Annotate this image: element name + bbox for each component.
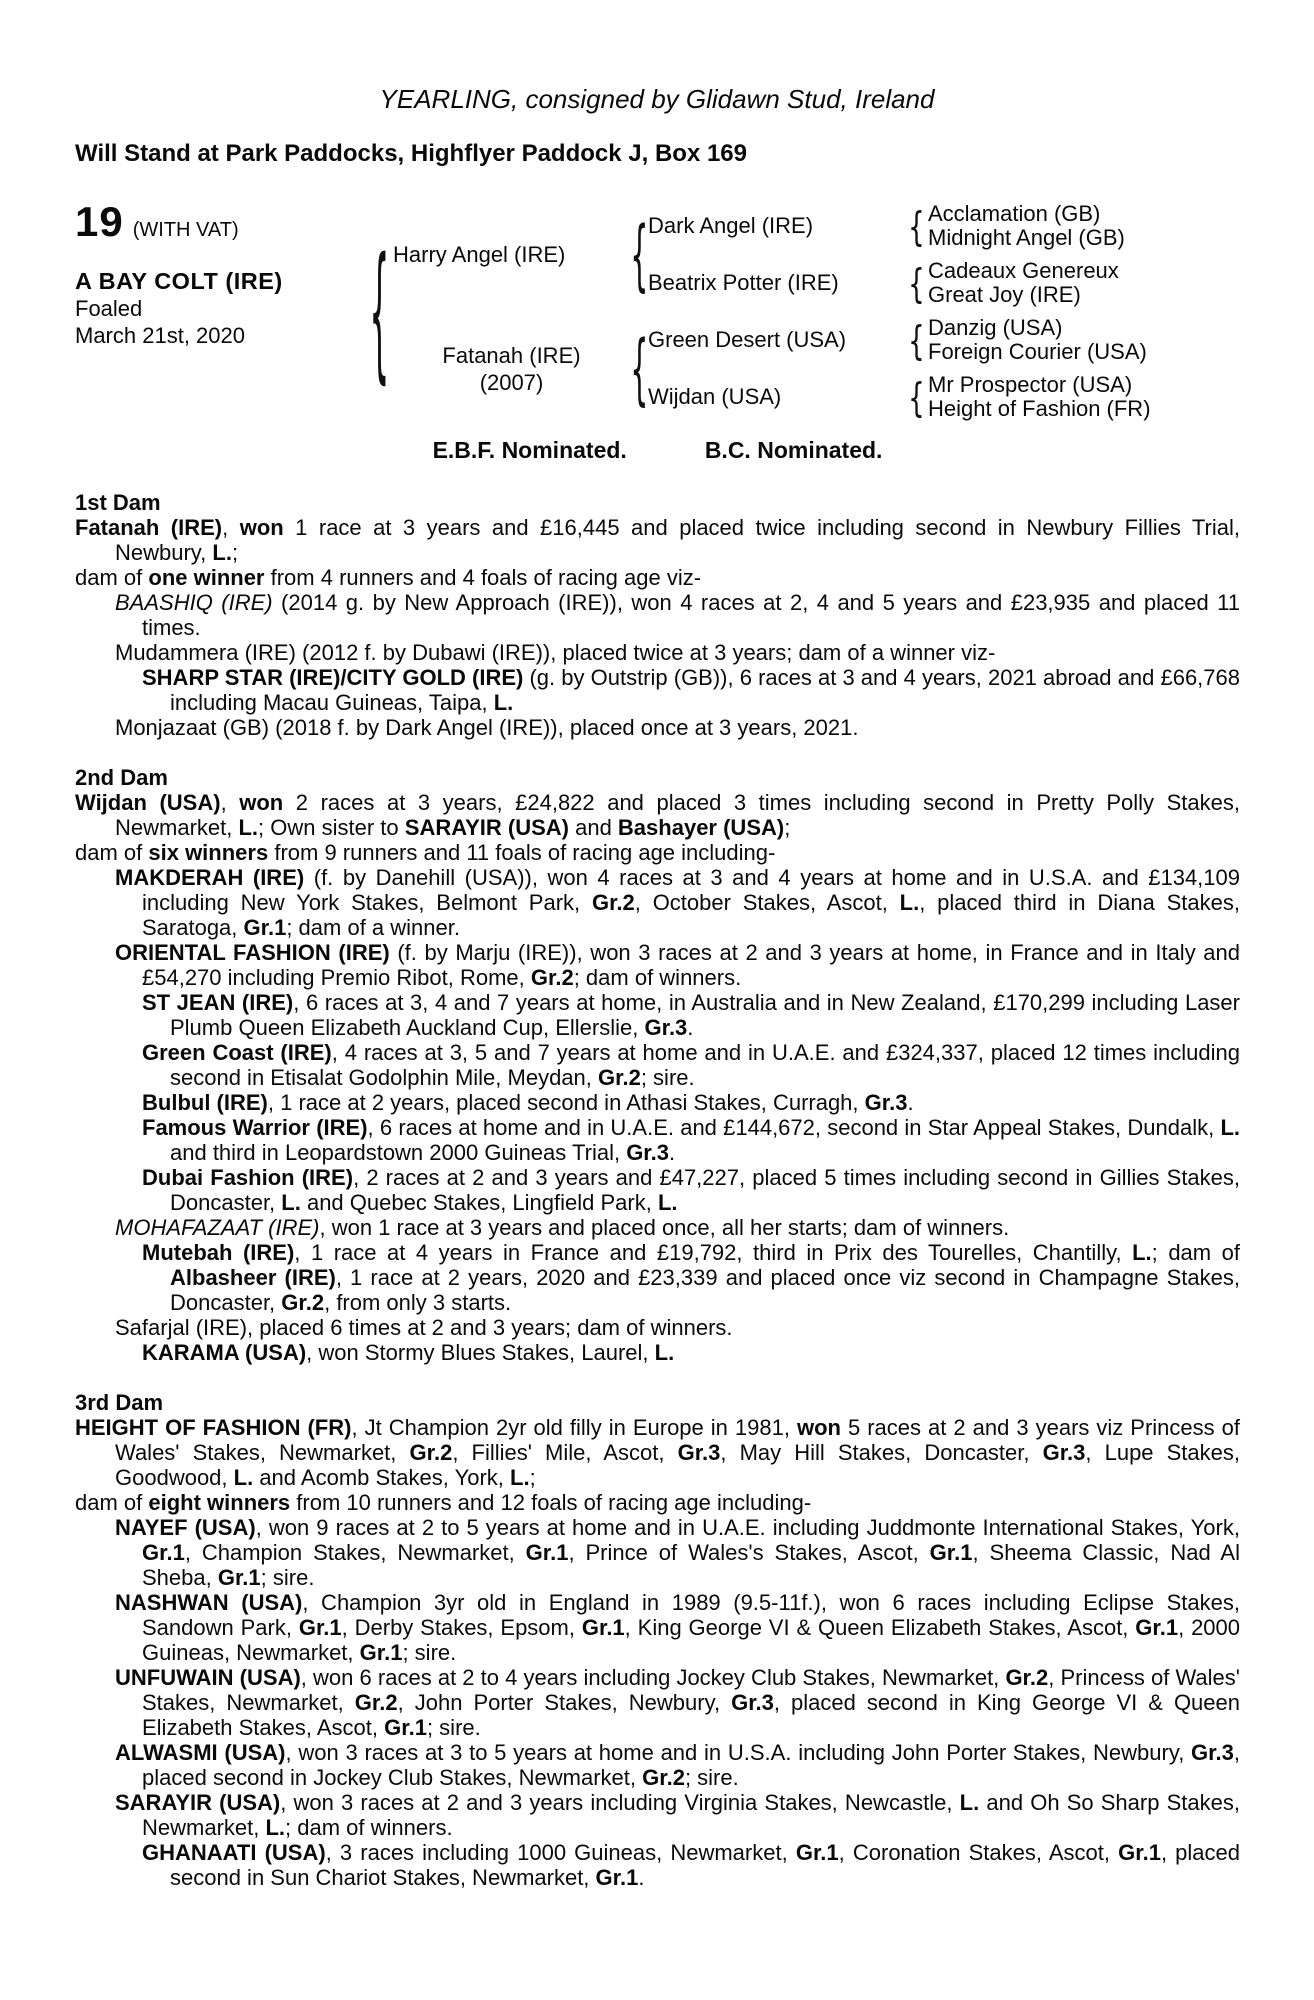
pedigree-paragraph: BAASHIQ (IRE) (2014 g. by New Approach (IRE)), won 4 races at 2, 4 and 5 years and £23,935 and placed 11 times. (115, 590, 1240, 640)
dam-sections (75, 490, 1240, 1890)
lot-block (75, 198, 365, 421)
pedigree-brace-main (365, 202, 393, 421)
bc-nomination: B.C. Nominated. (704, 437, 883, 463)
granddam-maternal: Wijdan (USA) (648, 384, 782, 409)
pedigree-paragraph: Safarjal (IRE), placed 6 times at 2 and 3 years; dam of winners. (115, 1315, 733, 1340)
consignor-title: YEARLING, consigned by Glidawn Stud, Ireland (379, 84, 935, 114)
pedigree-paragraph: Dubai Fashion (IRE), 2 races at 2 and 3 years and £47,227, placed 5 times including second in Gillies Stakes, Doncaster, L. and Quebec Stakes, Lingfield Park, L. (142, 1165, 1241, 1215)
great-grandparent: Danzig (USA) (928, 315, 1063, 340)
pedigree-paragraph: ST JEAN (IRE), 6 races at 3, 4 and 7 years at home, in Australia and in New Zealand, £170,299 including Laser Plumb Queen Elizabeth Auckland Cup, Ellerslie, Gr.3. (142, 990, 1240, 1040)
great-grandparent: Midnight Angel (GB) (928, 225, 1125, 250)
dam-name: Fatanah (IRE) (442, 342, 581, 368)
pedigree-table (75, 198, 1240, 421)
lot-number: 19 (75, 198, 124, 245)
foaled-date: March 21st, 2020 (75, 323, 245, 348)
great-grandparent: Cadeaux Genereux (928, 258, 1119, 283)
great-grandparent: Foreign Courier (USA) (928, 339, 1147, 364)
dam-section-heading: 2nd Dam (75, 765, 168, 790)
sire-name: Harry Angel (IRE) (393, 241, 566, 267)
pedigree-paragraph: UNFUWAIN (USA), won 6 races at 2 to 4 years including Jockey Club Stakes, Newmarket, Gr.2, Princess of Wales' Stakes, Newmarket, Gr.2, John Porter Stakes, Newbury, Gr.3, placed second in King George VI & Queen Elizabeth Stakes, Ascot, Gr.1; sire. (115, 1665, 1241, 1740)
pedigree-paragraph: Mudammera (IRE) (2012 f. by Dubawi (IRE)), placed twice at 3 years; dam of a winner viz- (115, 640, 996, 665)
pedigree-paragraph: Monjazaat (GB) (2018 f. by Dark Angel (IRE)), placed once at 3 years, 2021. (115, 715, 859, 740)
great-grandparent: Acclamation (GB) (928, 201, 1101, 226)
great-grandparent: Mr Prospector (USA) (928, 372, 1133, 397)
pedigree-paragraph: KARAMA (USA), won Stormy Blues Stakes, Laurel, L. (142, 1340, 675, 1365)
grandsire-maternal: Green Desert (USA) (648, 327, 847, 352)
pedigree-paragraph: Mutebah (IRE), 1 race at 4 years in France and £19,792, third in Prix des Tourelles, Chantilly, L.; dam of Albasheer (IRE), 1 race at 2 years, 2020 and £23,339 and placed once viz second in Champagne Stakes, Doncaster, Gr.2, from only 3 starts. (142, 1240, 1240, 1315)
pedigree-paragraph: MAKDERAH (IRE) (f. by Danehill (USA)), won 4 races at 3 and 4 years at home and in U.S.A. and £134,109 including New York Stakes, Belmont Park, Gr.2, October Stakes, Ascot, L., placed third in Diana Stakes, Saratoga, Gr.1; dam of a winner. (115, 865, 1241, 940)
pedigree-brace-dam (630, 316, 648, 421)
pedigree-paragraph: dam of one winner from 4 runners and 4 foals of racing age viz- (75, 565, 702, 590)
pedigree-paragraph: dam of six winners from 9 runners and 11 foals of racing age including- (75, 840, 776, 865)
pedigree-paragraph: MOHAFAZAAT (IRE), won 1 race at 3 years and placed once, all her starts; dam of winners. (115, 1215, 1010, 1240)
pedigree-brace-sire (630, 202, 648, 307)
pedigree-brace-gp2 (904, 259, 928, 307)
stand-location-line: Will Stand at Park Paddocks, Highflyer Paddock J, Box 169 (75, 140, 747, 167)
dam-section-heading: 3rd Dam (75, 1390, 164, 1415)
pedigree-paragraph: Green Coast (IRE), 4 races at 3, 5 and 7 years at home and in U.A.E. and £324,337, placed 12 times including second in Etisalat Godolphin Mile, Meydan, Gr.2; sire. (142, 1040, 1240, 1090)
pedigree-paragraph: ORIENTAL FASHION (IRE) (f. by Marju (IRE)), won 3 races at 2 and 3 years at home, in France and in Italy and £54,270 including Premio Ribot, Rome, Gr.2; dam of winners. (115, 940, 1240, 990)
pedigree-paragraph: GHANAATI (USA), 3 races including 1000 Guineas, Newmarket, Gr.1, Coronation Stakes, Ascot, Gr.1, placed second in Sun Chariot Stakes, Newmarket, Gr.1. (142, 1840, 1240, 1890)
pedigree-paragraph: SARAYIR (USA), won 3 races at 2 and 3 years including Virginia Stakes, Newcastle, L. and Oh So Sharp Stakes, Newmarket, L.; dam of winners. (115, 1790, 1240, 1840)
pedigree-paragraph: ALWASMI (USA), won 3 races at 3 to 5 years at home and in U.S.A. including John Porter Stakes, Newbury, Gr.3, placed second in Jockey Club Stakes, Newmarket, Gr.2; sire. (115, 1740, 1240, 1790)
ebf-nomination: E.B.F. Nominated. (432, 437, 627, 463)
dam-year: (2007) (479, 369, 544, 395)
horse-description: A BAY COLT (IRE) (75, 268, 283, 294)
dam-section-heading: 1st Dam (75, 490, 161, 515)
pedigree-paragraph: NASHWAN (USA), Champion 3yr old in England in 1989 (9.5-11f.), won 6 races including Eclipse Stakes, Sandown Park, Gr.1, Derby Stakes, Epsom, Gr.1, King George VI & Queen Elizabeth Stakes, Ascot, Gr.1, 2000 Guineas, Newmarket, Gr.1; sire. (115, 1590, 1241, 1665)
pedigree-paragraph: SHARP STAR (IRE)/CITY GOLD (IRE) (g. by Outstrip (GB)), 6 races at 3 and 4 years, 2021 abroad and £66,768 including Macau Guineas, Taipa, L. (142, 665, 1240, 715)
pedigree-paragraph: Fatanah (IRE), won 1 race at 3 years and £16,445 and placed twice including second in Newbury Fillies Trial, Newbury, L.; (75, 515, 1240, 565)
pedigree-paragraph: NAYEF (USA), won 9 races at 2 to 5 years at home and in U.A.E. including Juddmonte International Stakes, York, Gr.1, Champion Stakes, Newmarket, Gr.1, Prince of Wales's Stakes, Ascot, Gr.1, Sheema Classic, Nad Al Sheba, Gr.1; sire. (115, 1515, 1240, 1590)
pedigree-brace-gp3 (904, 316, 928, 364)
vat-note: (WITH VAT) (132, 219, 239, 241)
grandsire-paternal: Dark Angel (IRE) (648, 213, 814, 238)
pedigree-paragraph: dam of eight winners from 10 runners and 12 foals of racing age including- (75, 1490, 812, 1515)
pedigree-brace-gp1 (904, 202, 928, 250)
dam-block (393, 316, 630, 421)
foaled-label: Foaled (75, 296, 143, 321)
pedigree-paragraph: HEIGHT OF FASHION (FR), Jt Champion 2yr old filly in Europe in 1981, won 5 races at 2 and 3 years viz Princess of Wales' Stakes, Newmarket, Gr.2, Fillies' Mile, Ascot, Gr.3, May Hill Stakes, Doncaster, Gr.3, Lupe Stakes, Goodwood, L. and Acomb Stakes, York, L.; (75, 1415, 1241, 1490)
pedigree-paragraph: Famous Warrior (IRE), 6 races at home and in U.A.E. and £144,672, second in Star Appeal Stakes, Dundalk, L. and third in Leopardstown 2000 Guineas Trial, Gr.3. (142, 1115, 1240, 1165)
great-grandparent: Height of Fashion (FR) (928, 396, 1151, 421)
pedigree-paragraph: Wijdan (USA), won 2 races at 3 years, £24,822 and placed 3 times including second in Pretty Polly Stakes, Newmarket, L.; Own sister to SARAYIR (USA) and Bashayer (USA); (75, 790, 1240, 840)
pedigree-brace-gp4 (904, 373, 928, 421)
nominations-line (75, 439, 1240, 462)
pedigree-paragraph: Bulbul (IRE), 1 race at 2 years, placed second in Athasi Stakes, Curragh, Gr.3. (142, 1090, 914, 1115)
great-grandparent: Great Joy (IRE) (928, 282, 1081, 307)
granddam-paternal: Beatrix Potter (IRE) (648, 270, 839, 295)
